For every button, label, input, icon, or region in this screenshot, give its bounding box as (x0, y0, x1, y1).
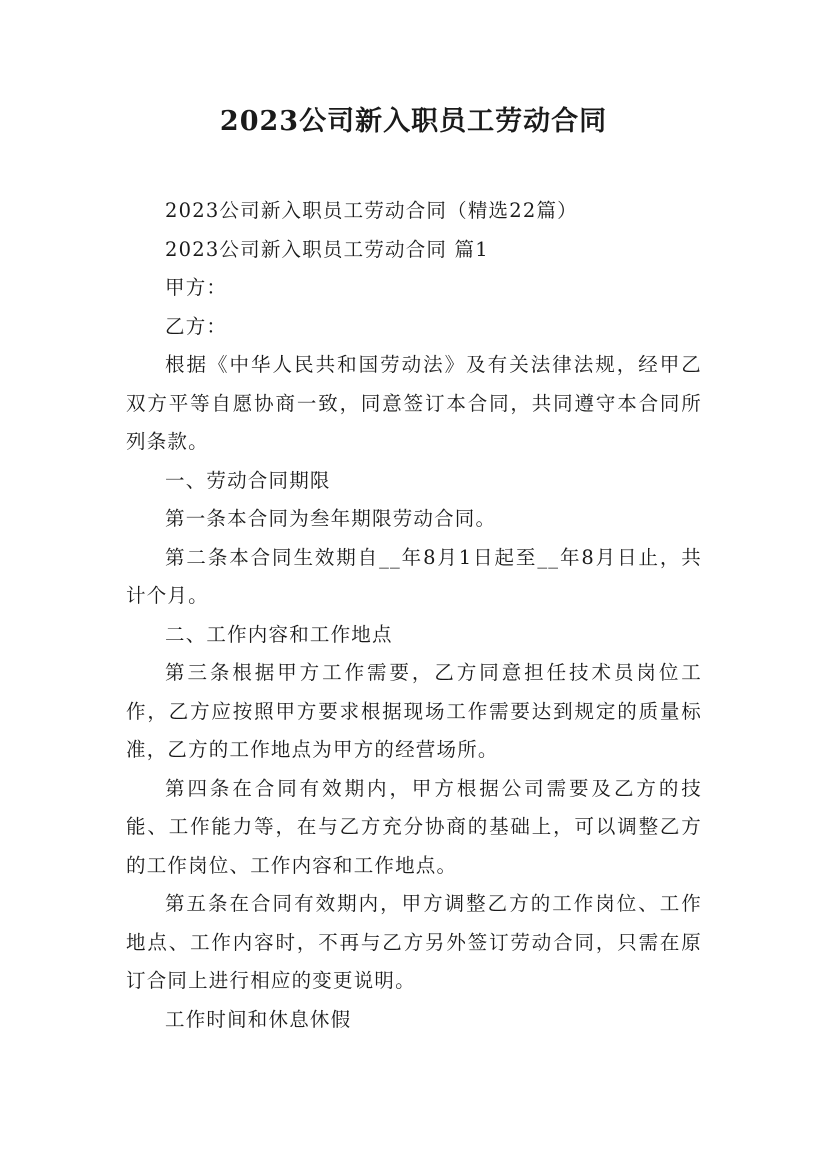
paragraph-preamble: 根据《中华人民共和国劳动法》及有关法律法规，经甲乙双方平等自愿协商一致，同意签订本合同，共同遵守本合同所列条款。 (126, 353, 702, 453)
paragraph-heading-work: 二、工作内容和工作地点 (165, 622, 393, 646)
paragraph-section-heading: 2023公司新入职员工劳动合同 篇1 (165, 237, 489, 261)
paragraph-party-b: 乙方： (165, 314, 228, 338)
paragraph-party-a: 甲方： (165, 276, 228, 299)
paragraph-article-2: 第二条本合同生效期自__年8月1日起至__年8月日止，共计个月。 (126, 545, 702, 607)
paragraph-heading-term: 一、劳动合同期限 (165, 468, 331, 492)
document-title: 2023公司新入职员工劳动合同 (219, 106, 608, 137)
paragraph-article-3: 第三条根据甲方工作需要，乙方同意担任技术员岗位工作，乙方应按照甲方要求根据现场工作需要达到规定的质量标准，乙方的工作地点为甲方的经营场所。 (126, 661, 702, 761)
paragraph-article-4: 第四条在合同有效期内，甲方根据公司需要及乙方的技能、工作能力等，在与乙方充分协商的基础上，可以调整乙方的工作岗位、工作内容和工作地点。 (126, 776, 702, 877)
paragraph-subtitle: 2023公司新入职员工劳动合同（精选22篇） (165, 199, 578, 222)
paragraph-heading-hours: 工作时间和休息休假 (165, 1007, 352, 1031)
paragraph-article-1: 第一条本合同为叁年期限劳动合同。 (165, 507, 497, 530)
paragraph-article-5: 第五条在合同有效期内，甲方调整乙方的工作岗位、工作地点、工作内容时，不再与乙方另外签订劳动合同，只需在原订合同上进行相应的变更说明。 (126, 892, 702, 992)
document-body (126, 192, 702, 1039)
